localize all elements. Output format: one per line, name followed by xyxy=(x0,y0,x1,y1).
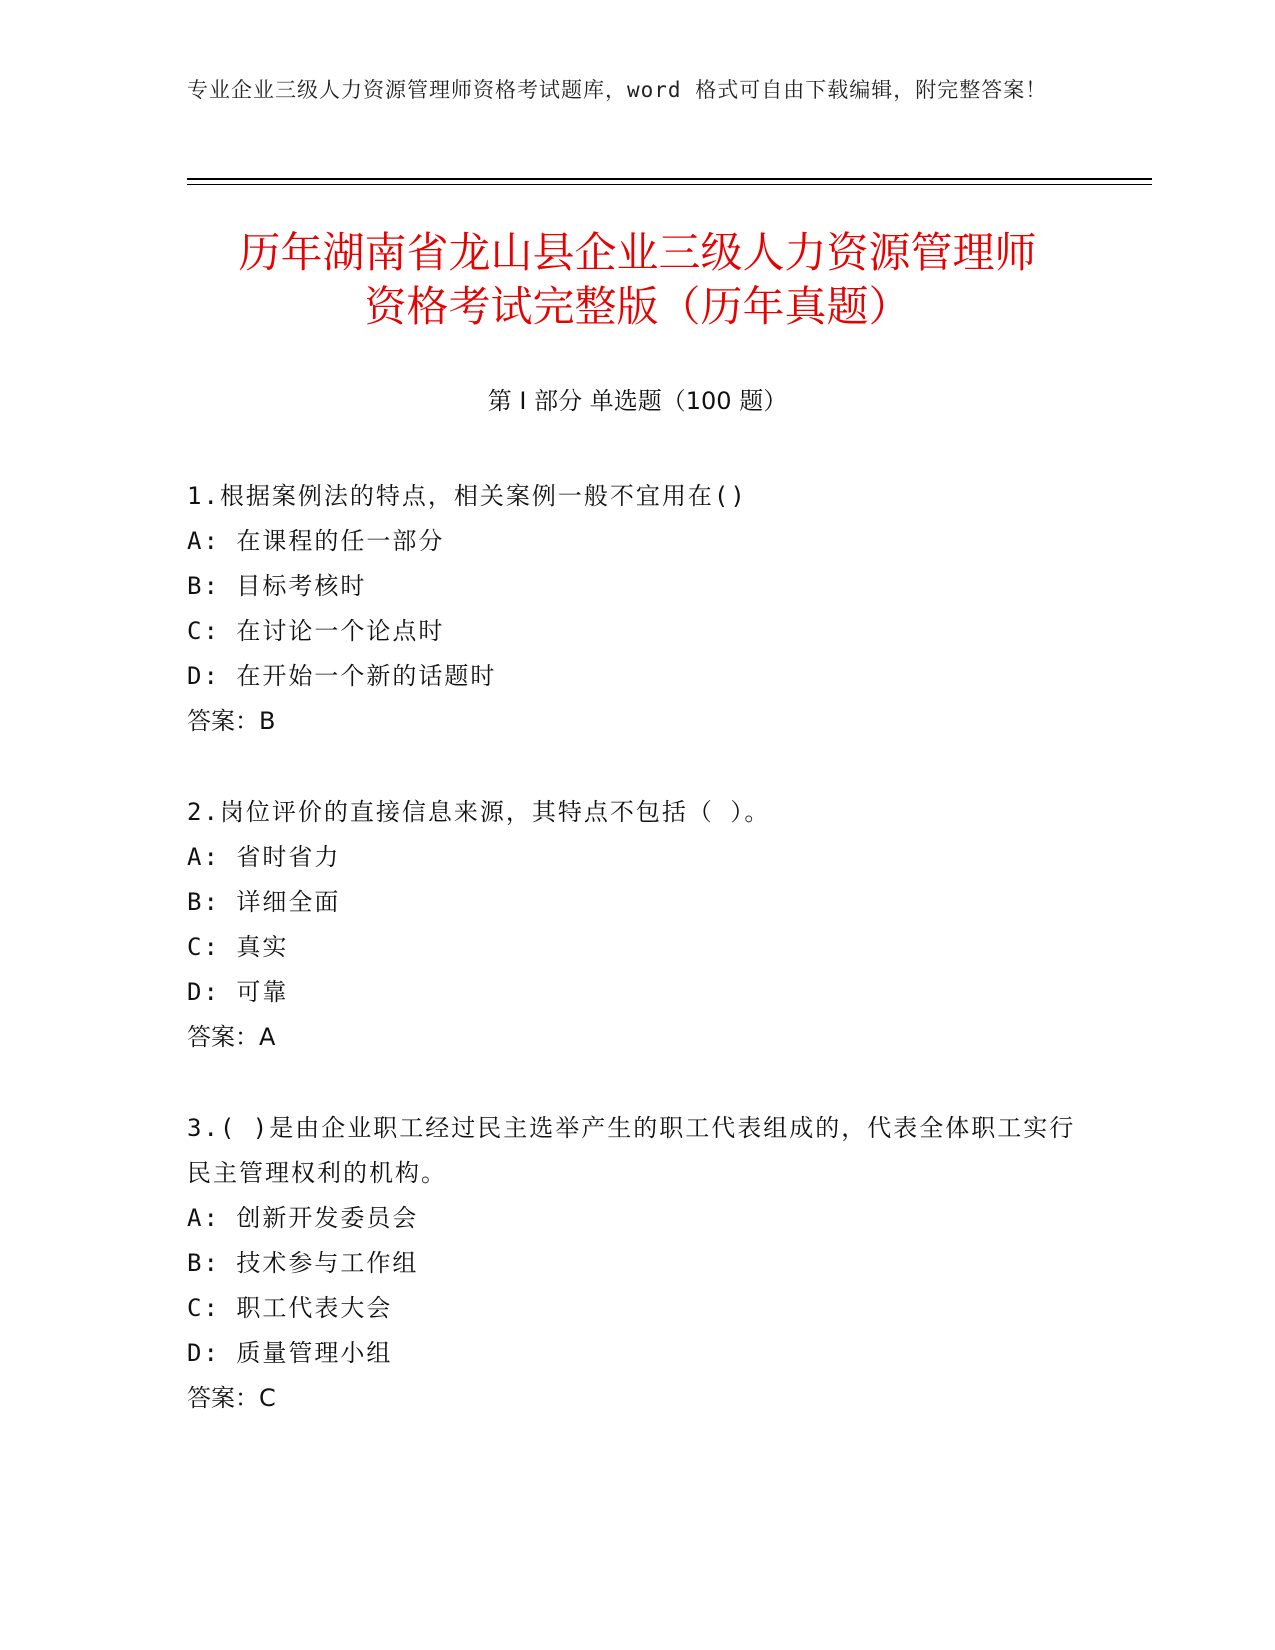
header-divider-thick xyxy=(187,178,1152,180)
document-title xyxy=(150,226,1125,334)
question-3 xyxy=(187,1106,1087,1421)
option-a: A: 在课程的任一部分 xyxy=(187,527,445,555)
answer: 答案：C xyxy=(187,1384,276,1412)
option-d: D: 在开始一个新的话题时 xyxy=(187,662,497,690)
option-b: B: 技术参与工作组 xyxy=(187,1249,419,1277)
question-stem: 1.根据案例法的特点，相关案例一般不宜用在() xyxy=(187,482,747,510)
answer: 答案：A xyxy=(187,1023,276,1051)
option-d: D: 质量管理小组 xyxy=(187,1339,393,1367)
answer: 答案：B xyxy=(187,707,276,735)
option-a: A: 创新开发委员会 xyxy=(187,1204,419,1232)
option-c: C: 真实 xyxy=(187,933,289,961)
option-c: C: 职工代表大会 xyxy=(187,1294,393,1322)
option-d: D: 可靠 xyxy=(187,978,289,1006)
question-stem: 3.( )是由企业职工经过民主选举产生的职工代表组成的，代表全体职工实行民主管理权利的机构。 xyxy=(187,1114,1076,1187)
option-c: C: 在讨论一个论点时 xyxy=(187,617,445,645)
question-1 xyxy=(187,474,1087,744)
header-divider-thin xyxy=(187,184,1152,185)
option-a: A: 省时省力 xyxy=(187,843,341,871)
question-2 xyxy=(187,790,1087,1060)
header-note: 专业企业三级人力资源管理师资格考试题库，word 格式可自由下载编辑，附完整答案！ xyxy=(187,78,1048,102)
document-title-line-2: 资格考试完整版（历年真题） xyxy=(364,282,911,331)
document-title-line-1: 历年湖南省龙山县企业三级人力资源管理师 xyxy=(238,228,1037,277)
option-b: B: 目标考核时 xyxy=(187,572,367,600)
section-heading: 第 I 部分 单选题（100 题） xyxy=(487,387,788,415)
option-b: B: 详细全面 xyxy=(187,888,341,916)
question-stem: 2.岗位评价的直接信息来源，其特点不包括（ ）。 xyxy=(187,798,771,826)
question-list xyxy=(187,474,1087,1467)
